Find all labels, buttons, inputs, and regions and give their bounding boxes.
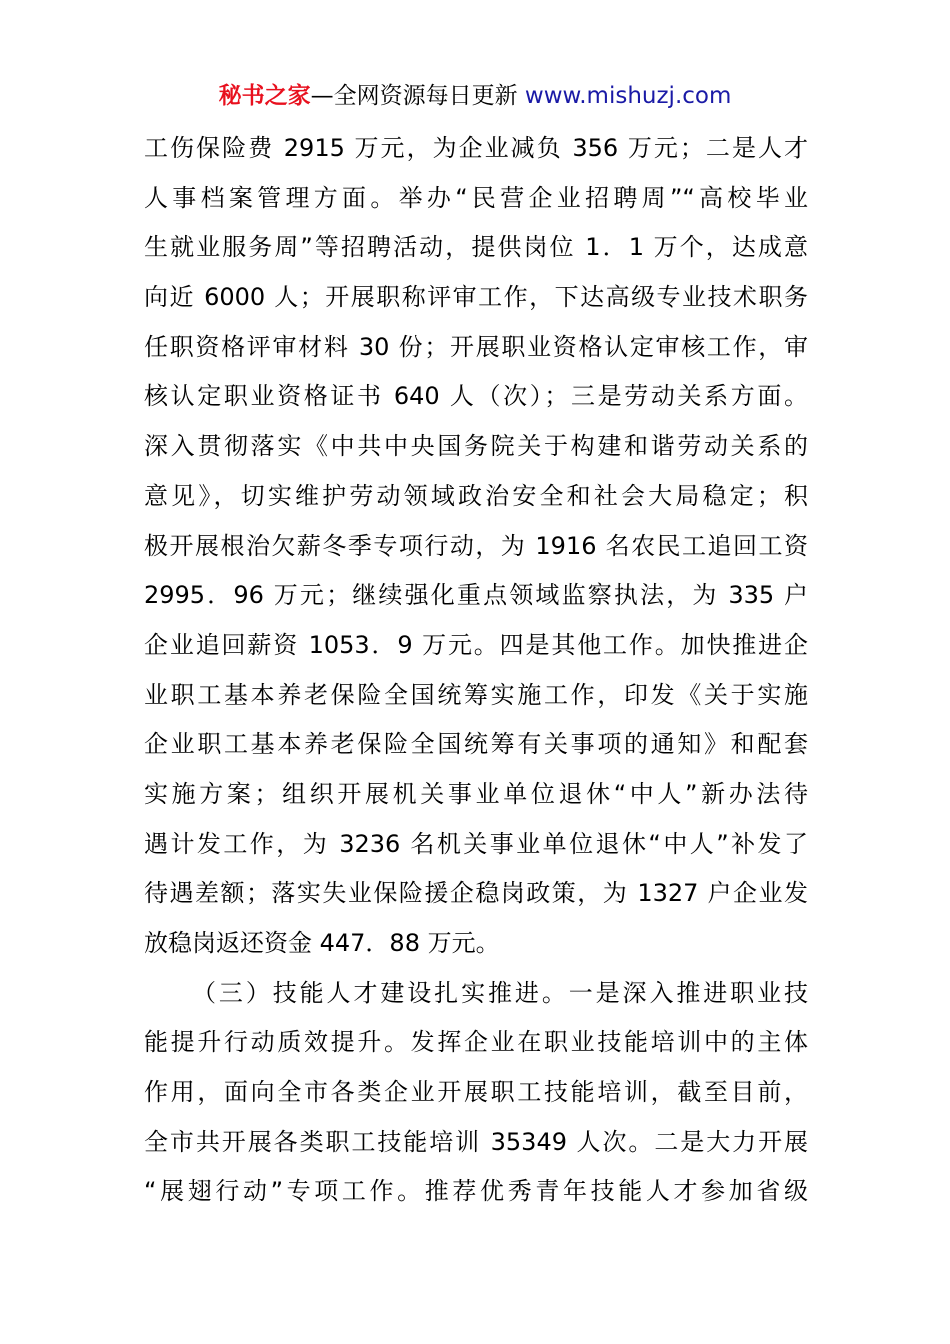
section-heading-line: （三）技能人才建设扎实推进。一是深入推进职业技 (192, 978, 808, 1007)
text-line: 能提升行动质效提升。发挥企业在职业技能培训中的主体 (144, 1028, 808, 1057)
text-line: 企业追回薪资 1053．9 万元。四是其他工作。加快推进企 (144, 630, 808, 659)
site-url-link[interactable]: www.mishuzj.com (524, 83, 732, 109)
site-tagline: —全网资源每日更新 (310, 83, 518, 109)
site-header (0, 80, 950, 112)
text-line: 全市共开展各类职工技能培训 35349 人次。二是大力开展 (144, 1127, 808, 1156)
text-line: 核认定职业资格证书 640 人（次）；三是劳动关系方面。 (144, 382, 808, 411)
text-line: 实施方案；组织开展机关事业单位退休“中人”新办法待 (144, 779, 808, 808)
text-line: 人事档案管理方面。举办“民营企业招聘周”“高校毕业 (144, 183, 808, 212)
paragraph-end-line: 放稳岗返还资金 447．88 万元。 (144, 929, 500, 957)
site-brand: 秘书之家 (218, 83, 311, 109)
text-line: 待遇差额；落实失业保险援企稳岗政策，为 1327 户企业发 (144, 879, 808, 908)
text-line: 生就业服务周”等招聘活动，提供岗位 1．1 万个，达成意 (144, 233, 808, 262)
text-line: 工伤保险费 2915 万元，为企业减负 356 万元；二是人才 (144, 134, 808, 162)
text-line: 2995．96 万元；继续强化重点领域监察执法，为 335 户 (144, 581, 808, 610)
text-line: 作用，面向全市各类企业开展职工技能培训，截至目前， (144, 1078, 808, 1107)
text-line: 极开展根治欠薪冬季专项行动，为 1916 名农民工追回工资 (144, 531, 808, 560)
text-line: “展翅行动”专项工作。推荐优秀青年技能人才参加省级 (144, 1177, 808, 1206)
text-line: 业职工基本养老保险全国统筹实施工作，印发《关于实施 (144, 680, 808, 709)
document-body (144, 124, 808, 1217)
text-line: 向近 6000 人；开展职称评审工作，下达高级专业技术职务 (144, 283, 808, 312)
text-line: 企业职工基本养老保险全国统筹有关事项的通知》和配套 (144, 730, 808, 759)
text-line: 遇计发工作，为 3236 名机关事业单位退休“中人”补发了 (144, 829, 808, 858)
text-line: 深入贯彻落实《中共中央国务院关于构建和谐劳动关系的 (144, 432, 808, 461)
text-line: 任职资格评审材料 30 份；开展职业资格认定审核工作，审 (144, 332, 808, 361)
text-line: 意见》，切实维护劳动领域政治安全和社会大局稳定；积 (144, 481, 808, 510)
